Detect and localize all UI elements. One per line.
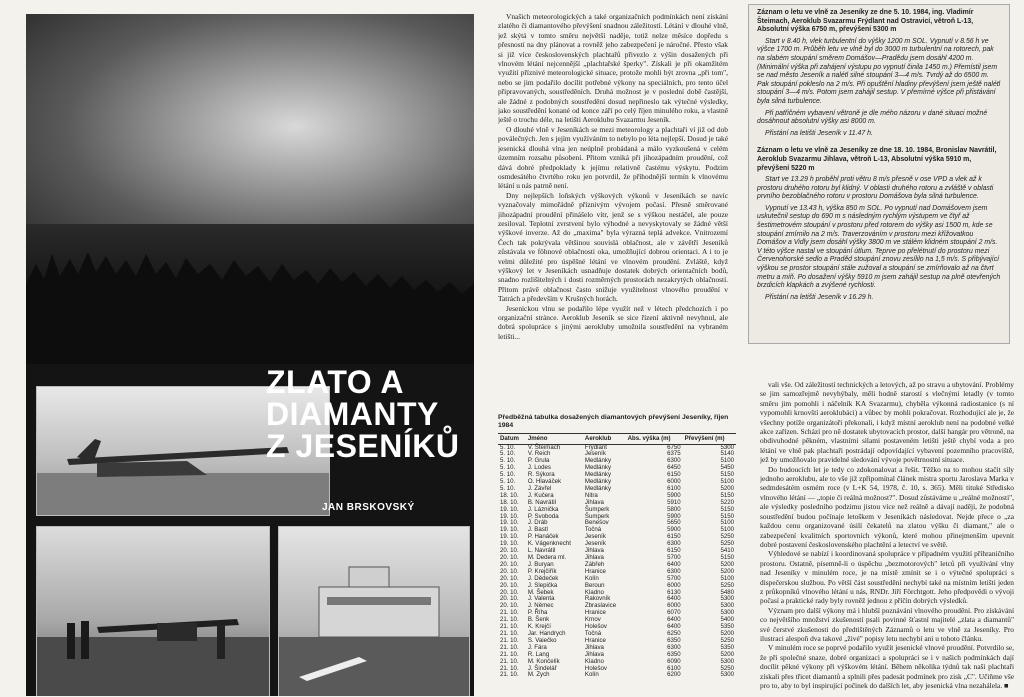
table-cell: Holešov bbox=[584, 623, 607, 631]
table-cell: 5. 10. bbox=[500, 471, 516, 479]
table-cell: 5300 bbox=[720, 602, 734, 610]
table-cell: 6090 bbox=[667, 657, 681, 665]
table-cell: 5. 10. bbox=[500, 484, 516, 492]
table-cell: 20. 10. bbox=[500, 588, 519, 596]
table-cell: 6250 bbox=[667, 629, 681, 637]
table-cell: 6375 bbox=[667, 450, 681, 458]
table-cell: P. Říha bbox=[527, 609, 548, 617]
table-cell: Hranice bbox=[584, 609, 606, 617]
table-cell: S. Vaiečko bbox=[527, 636, 557, 644]
table-cell: 6400 bbox=[667, 560, 681, 568]
table-cell: 5480 bbox=[720, 588, 734, 596]
table-cell: J. Lodes bbox=[527, 464, 551, 472]
paragraph: Vnašich meteorologických a také organizačních podmínkách není získání zlatého či diamantového převýšení snadnou záležitostí. Létání v dlouhé vlně, jež skýtá v tomto směru největší naděje, totiž nelze měsíce dopředu s přesností na dny plánovat a rovněž jeho zabezpečení je náročné. Přesto však si již více československých plachtařů přivezlo z výšin dosažených při vlnovém létání nejcennější „plachtařské šperky". Získali je při okamžitém využití příznivé meteorologické situace, protože mohli být zrovna „při tom", nebo se jim podařilo docílit potřebné výkony na speciálních, pro tento účel připravovaných, soustředěních. Druhá možnost je v poslední době častější, ale žádné z podobných soustředění dosud nepřineslo tak výtečné výsledky, jako soustředění konané od konce září po celý říjen minulého roku, a vlastně ještě o trochu déle, na letišti Aeroklubu Svazarmu Jeseník. bbox=[498, 12, 728, 125]
table-body bbox=[498, 444, 736, 679]
table-row bbox=[498, 672, 736, 679]
table-cell: J. Láznička bbox=[527, 505, 559, 513]
table-cell: J. Buryan bbox=[527, 560, 554, 568]
table-cell: 5150 bbox=[720, 505, 734, 513]
table-cell: P. Krejčiřík bbox=[527, 567, 557, 575]
table-cell: 5100 bbox=[720, 519, 734, 527]
table-cell: P. Svoboda bbox=[527, 512, 559, 520]
record-text: Vypnutí ve 13.43 h, výška 850 m SOL. Po vypnutí nad Domášovem jsem uskutečnil sestup do 690 m s následným rychlým výstupem ve čtyř až šestimetrovém stoupání v prostoru před rotorem do výšky asi 1500 m, kde se stoupání zmírnilo na 2 m/s. Traverzováním v prostoru mezi křížovatkou Domášov a Vidly jsem dosáhl výšky 3800 m ve stálém klidném stoupání 2 m/s. V této výšce nastal ve stoupání útlum. Teprve po přelétnutí do prostoru mezi Červenohorské sedlo a Praděd stoupání znovu zesílilo na 1,5 m/s. S přibývající výškou se prostor stoupání stále zužoval a stoupání se zmírňovalo až na čtvrt metru a míň. Po dosažení výšky 5910 m jsem zahájil sestup na plně otevřených brzdicích klapkách a zvýšené rychlosti. bbox=[757, 204, 1001, 290]
table-cell: 21. 10. bbox=[500, 623, 519, 631]
airfield-hangar-photo bbox=[278, 526, 470, 696]
table-cell: J. Dědeček bbox=[527, 574, 559, 582]
table-cell: J. Fára bbox=[527, 643, 547, 651]
table-cell: 5300 bbox=[720, 443, 734, 451]
table-cell: V. Šteimach bbox=[527, 443, 561, 451]
table-cell: 6150 bbox=[667, 533, 681, 541]
table-cell: B. Navrátil bbox=[527, 498, 556, 506]
table-cell: 5. 10. bbox=[500, 478, 516, 486]
table-cell: 5250 bbox=[720, 533, 734, 541]
paragraph: O dlouhé vlně v Jeseníkách se mezi meteorology a plachtaři ví již od dob poválečných. Jen s jejím využíváním to nebylo po léta nejlepší. Dosud je také jesenická dlouhá vlna jen neúplně probádaná a málo vyzkoušená v celém územním rozsahu působení. Přitom vzniká při jihozápadním proudění, což dává dobré předpoklady k jejímu relativně častému výskytu. Podzim osmdesátého čtvrtého roku jen potvrdil, že příhodnější termín k vlnovému létání u nás patrně není. bbox=[498, 124, 728, 191]
table-cell: Medlánky bbox=[584, 464, 612, 472]
table-cell: V. Reich bbox=[527, 450, 551, 458]
table-cell: Frýdlant bbox=[584, 443, 607, 451]
table-cell: 6400 bbox=[667, 616, 681, 624]
table-cell: Medlánky bbox=[584, 471, 612, 479]
column-header: Datum bbox=[498, 434, 526, 445]
table-cell: 6000 bbox=[667, 478, 681, 486]
record-text: Přistání na letišti Jeseník v 11.47 h. bbox=[765, 129, 873, 137]
table-cell: O. Hlaváček bbox=[527, 478, 562, 486]
table-cell: Medlánky bbox=[584, 457, 612, 465]
table-cell: 20. 10. bbox=[500, 595, 519, 603]
table-cell: L. Navrátil bbox=[527, 547, 556, 555]
table-cell: 6300 bbox=[667, 643, 681, 651]
table-cell: Hranice bbox=[584, 567, 606, 575]
flight-records-sidebar bbox=[748, 4, 1010, 344]
table-cell: 5910 bbox=[667, 498, 681, 506]
table-cell: Jar. Handrych bbox=[527, 629, 566, 637]
table-cell: 5410 bbox=[720, 547, 734, 555]
table-cell: 5100 bbox=[720, 526, 734, 534]
table-cell: 6200 bbox=[667, 671, 681, 679]
headline-line-3: Z JESENÍKŮ bbox=[266, 428, 460, 464]
table-cell: 20. 10. bbox=[500, 581, 519, 589]
table-cell: Zbraslavice bbox=[584, 602, 617, 610]
record-text: Při patřičném vybavení větroně je dle mého názoru v dané situaci možné dosáhnout absolutní výšky asi 8000 m. bbox=[757, 109, 988, 126]
table-cell: 6150 bbox=[667, 471, 681, 479]
table-cell: 5200 bbox=[720, 650, 734, 658]
table-cell: J. Bastl bbox=[527, 526, 548, 534]
table-cell: 6000 bbox=[667, 581, 681, 589]
table-cell: 6070 bbox=[667, 609, 681, 617]
table-cell: 5700 bbox=[667, 574, 681, 582]
table-cell: Šumperk bbox=[584, 512, 610, 520]
table-cell: Holešov bbox=[584, 664, 607, 672]
table-cell: 21. 10. bbox=[500, 609, 519, 617]
table-cell: 6150 bbox=[667, 547, 681, 555]
article-body-right bbox=[760, 380, 1014, 692]
table-cell: 19. 10. bbox=[500, 540, 519, 548]
table-cell: 21. 10. bbox=[500, 650, 519, 658]
table-cell: Jihlava bbox=[584, 650, 604, 658]
paragraph: V minulém roce se poprvé podařilo využít jesenické vlnové proudění. Potvrdilo se, že při společné snaze, dobré organizaci a spolupráci se i v našich podmínkách dají docílit pěkné výkony při výškovém létání. Během několika týdnů tak naši plachtaři získali přes třicet diamantů a splnili přes padesát podmínek pro zisk „C". Učiňme vše pro to, aby to byl inspirující počinek do dalších let, aby jesenická vlna nezahálela. ■ bbox=[760, 643, 1014, 690]
article-body-left bbox=[498, 12, 728, 410]
table-cell: Kolín bbox=[584, 574, 599, 582]
table-cell: 5140 bbox=[720, 450, 734, 458]
column-header: Převýšení (m) bbox=[683, 434, 736, 445]
paragraph: Výhledové se nabízí i koordinovaná spolupráce v případném využití příhraničního prostoru. Ostatně, písemně-li o úspěchu „bezmotorových" letců při využívání vlny nad Jeseníky v minulém roce, je na místě zmínit se i o výtečné spolupráci s dispečerskou službou. Po větší část soustředění nechybí také na místním letišti jeden z průkopníků vlnového létání u nás, RNDr. Jiří Förchtgott. Jeho předpovědi o vývoji počasí a praktické rady byly rovněž jednou z příčin dobrých výsledků. bbox=[760, 549, 1014, 606]
table-cell: 6130 bbox=[667, 588, 681, 596]
table-cell: J. Dráb bbox=[527, 519, 548, 527]
table-cell: 5400 bbox=[720, 616, 734, 624]
table-cell: Krnov bbox=[584, 616, 601, 624]
table-cell: 5150 bbox=[720, 491, 734, 499]
table-cell: 6100 bbox=[667, 484, 681, 492]
table-cell: 5. 10. bbox=[500, 457, 516, 465]
table-cell: 5900 bbox=[667, 512, 681, 520]
table-header-row bbox=[498, 434, 736, 445]
table-cell: 6750 bbox=[667, 443, 681, 451]
table-cell: 5900 bbox=[667, 526, 681, 534]
table-cell: 5300 bbox=[720, 609, 734, 617]
table-cell: 19. 10. bbox=[500, 512, 519, 520]
headline-line-1: ZLATO A bbox=[266, 364, 404, 400]
table-cell: Kolín bbox=[584, 671, 599, 679]
table-cell: Beroun bbox=[584, 581, 605, 589]
pilots-with-aircraft-photo bbox=[36, 526, 270, 696]
table-cell: 5700 bbox=[667, 554, 681, 561]
table-cell: Hranice bbox=[584, 636, 606, 644]
table-cell: 6350 bbox=[667, 650, 681, 658]
table-cell: 5100 bbox=[720, 478, 734, 486]
table-cell: 5300 bbox=[720, 595, 734, 603]
table-cell: 5650 bbox=[667, 519, 681, 527]
table-cell: P. Grula bbox=[527, 457, 550, 465]
table-cell: M. Šebek bbox=[527, 588, 554, 596]
column-header: Abs. výška (m) bbox=[626, 434, 683, 445]
author-byline: JAN BRSKOVSKÝ bbox=[322, 502, 415, 513]
table-cell: 5450 bbox=[720, 464, 734, 472]
table-cell: Šumperk bbox=[584, 505, 610, 513]
record-title: Záznam o letu ve vlně za Jeseníky ze dne 18. 10. 1984, Bronislav Navrátil, Aeroklub Svazarmu Jihlava, větroň L-13, Absolutní výška 5910 m, převýšení 5220 m bbox=[757, 147, 997, 172]
table-cell: 5150 bbox=[720, 554, 734, 561]
table-cell: 20. 10. bbox=[500, 602, 519, 610]
table-cell: 6000 bbox=[667, 602, 681, 610]
table-cell: 6300 bbox=[667, 457, 681, 465]
table-cell: Jeseník bbox=[584, 450, 606, 458]
table-cell: K. Krejčí bbox=[527, 623, 551, 631]
table-cell: 5. 10. bbox=[500, 464, 516, 472]
table-cell: J. Němec bbox=[527, 602, 554, 610]
record-title: Záznam o letu ve vlně za Jeseníky ze dne 5. 10. 1984, ing. Vladimír Šteimach, Aeroklub Svazarmu Frýdlant nad Ostravicí, větroň L-13, Absolutní výška 6750 m, převýšení 5300 m bbox=[757, 9, 974, 34]
paragraph: Do budoucích let je tedy co zdokonalovat a řešit. Těžko na to mohou stačit síly jednoho aeroklubu, ale to vše již zpřipomínal článek mistra sportu Jaroslava Marka v sedmdesátém osmém roce (v L+K 54, 1978, č. 10, s. 365). Měli tituké Středisko vlnového létání — „topie či reálná možnost?". Dosud zůstáváme u „reálné možnosti", ale výsledky posledního podzimu jistou více než reálně a dávají naději, že podobná soustředění budou počínaje letoškem v Jeseníkách následovat. Nejde přece o „za každou cenu organizované úsilí čekatelů na zlatou výšku či diamant," ale o zabezpečení kvalitních sportovních výkonů, které mohou přinejmenším upevnit dobré postavení československého plachtění a letectví ve světě. bbox=[760, 464, 1014, 549]
cover-photo-panel bbox=[26, 14, 474, 696]
table-cell: 5. 10. bbox=[500, 450, 516, 458]
table-cell: 18. 10. bbox=[500, 498, 519, 506]
table-cell: 5100 bbox=[720, 574, 734, 582]
table-cell: 5250 bbox=[720, 636, 734, 644]
table-cell: 20. 10. bbox=[500, 567, 519, 575]
table-cell: 19. 10. bbox=[500, 526, 519, 534]
table-cell: 5150 bbox=[720, 471, 734, 479]
table-cell: Kladno bbox=[584, 657, 604, 665]
table-cell: Jeseník bbox=[584, 533, 606, 541]
table-cell: 5250 bbox=[720, 540, 734, 548]
table-cell: 21. 10. bbox=[500, 671, 519, 679]
table-cell: 6400 bbox=[667, 623, 681, 631]
table-cell: 6400 bbox=[667, 595, 681, 603]
record-text: Start v 8.40 h, vlek turbulentní do výšky 1200 m SOL. Vypnutí v 8.56 h ve výšce 1700 m. Průběh letu ve vlně byl do 3000 m turbulentní na rotorech, pak na slabém stoupání směrem Domášov—Pradědu jsem dosáhl 4200 m. (Minimální výška při zahájení výstupu po vypnutí činila 1450 m.) Přemístil jsem se nad město Jeseník a nalétl silné stoupání 3—4 m/s. Tvrdý až do 6500 m. Pak stoupání pokleslo na 2 m/s. Při opuštění hladiny převýšení jsem ještě nalétl stoupání 3—4 m/s. Potom jsem zahájil sestup. V přemírné výšce při přistávání byla silná turbulence. bbox=[757, 37, 1001, 105]
table-cell: 19. 10. bbox=[500, 505, 519, 513]
table-cell: 5300 bbox=[720, 671, 734, 679]
results-table-section bbox=[498, 414, 736, 696]
table-cell: 21. 10. bbox=[500, 636, 519, 644]
table-cell: 20. 10. bbox=[500, 554, 519, 561]
table-cell: 5220 bbox=[720, 498, 734, 506]
table-cell: J. Valenta bbox=[527, 595, 555, 603]
forest-silhouette bbox=[26, 224, 474, 364]
table-cell: 21. 10. bbox=[500, 643, 519, 651]
record-text: Přistání na letišti Jeseník v 16.29 h. bbox=[765, 293, 874, 301]
table-cell: 5800 bbox=[667, 505, 681, 513]
table-cell: 6300 bbox=[667, 567, 681, 575]
table-cell: 21. 10. bbox=[500, 664, 519, 672]
table-cell: 6300 bbox=[667, 540, 681, 548]
table-cell: Medlánky bbox=[584, 484, 612, 492]
table-cell: 5350 bbox=[720, 623, 734, 631]
table-cell: 5300 bbox=[720, 657, 734, 665]
table-cell: Jihlava bbox=[584, 643, 604, 651]
table-cell: B. Šenk bbox=[527, 616, 550, 624]
headline-line-2: DIAMANTY bbox=[266, 396, 439, 432]
table-cell: 5350 bbox=[720, 643, 734, 651]
table-cell: M. Dedera ml. bbox=[527, 554, 567, 561]
table-cell: 19. 10. bbox=[500, 519, 519, 527]
paragraph: Význam pro další výkony má i hlubší poznávání vlnového proudění. Pro získávání co největšího množství zkušeností psali povinné šťastní majitelé „zlata a diamantů" své čerstvé zkušenosti do předtištěných Záznamů o letu ve vlně za Jeseníky. Pro ilustraci alespoň dva takové „živé" popisy letu nechybí ani u tohoto článku. bbox=[760, 605, 1014, 643]
table-cell: 21. 10. bbox=[500, 616, 519, 624]
table-cell: M. Zych bbox=[527, 671, 550, 679]
table-cell: Rakovník bbox=[584, 595, 611, 603]
table-cell: Jihlava bbox=[584, 547, 604, 555]
record-text: Start ve 13.29 h proběhl proti větru 8 m/s přesně v ose VPD a vlek až k prostoru druhého rotoru byl klidný. V oblasti druhého rotoru a zvláště v oblasti prvního bezoblačného rotoru v prostoru Domášova byla silná turbulence. bbox=[757, 176, 994, 201]
table-cell: J. Kučera bbox=[527, 491, 554, 499]
table-cell: Nitra bbox=[584, 491, 598, 499]
table-cell: J. Závřel bbox=[527, 484, 552, 492]
table-cell: 5250 bbox=[720, 581, 734, 589]
table-cell: 20. 10. bbox=[500, 574, 519, 582]
table-cell: Benešov bbox=[584, 519, 609, 527]
table-cell: 6350 bbox=[667, 636, 681, 644]
table-cell: J. Šindelář bbox=[527, 664, 557, 672]
table-cell: Medlánky bbox=[584, 478, 612, 486]
table-cell: 5. 10. bbox=[500, 443, 516, 451]
table-cell: 5200 bbox=[720, 629, 734, 637]
table-cell: 5200 bbox=[720, 560, 734, 568]
table-cell: R. Lang bbox=[527, 650, 550, 658]
table-cell: 20. 10. bbox=[500, 547, 519, 555]
table-cell: Jeseník bbox=[584, 540, 606, 548]
article-headline bbox=[266, 366, 474, 462]
table-cell: Jihlava bbox=[584, 554, 604, 561]
table-cell: 21. 10. bbox=[500, 629, 519, 637]
table-cell: 6450 bbox=[667, 464, 681, 472]
table-cell: 5200 bbox=[720, 484, 734, 492]
column-header: Aeroklub bbox=[583, 434, 626, 445]
table-cell: Kladno bbox=[584, 588, 604, 596]
table-cell: Zábřeh bbox=[584, 560, 605, 568]
paragraph: Dny nejlepších loňských výškových výkonů v Jeseníkách se navíc vyznačovaly mimořádně příznivým vývojem počasí. Přesně směrované jihozápadní proudění přinášelo vítr, jenž se s výškou nestáčel, ale pouze zesiloval. Teplotní zvrstvení bylo výhodné a nevyskytovaly se žádné větší výškové inverze. Až do „maxima" byla výrazná teplá advekce. Vnitrozemí Čech tak pokrývala většinou souvislá oblačnost, ale v závětří Jeseníků zůstávala ve föhnové oblačnosti oka, umožňující dobrou orientaci. A i to je velmi důležité pro úspěšné létání ve vlnovém proudění. Zvláště, když výškový let v Jeseníkách usnadňuje dostatek dobrých orientačních bodů, snadno rozlišitelných i dosti rozměrných prostorách nezakrytých oblačností. Přitom právě oblačnost často snižuje využitelnost vlnového proudění v Tatrách a především v Krušných horách. bbox=[498, 190, 728, 304]
table-cell: 5250 bbox=[720, 664, 734, 672]
table-cell: 5900 bbox=[667, 491, 681, 499]
table-cell: J. Slepička bbox=[527, 581, 558, 589]
table-cell: R. Sýkora bbox=[527, 471, 555, 479]
table-title: Předběžná tabulka dosažených diamantových převýšení Jeseníky, říjen 1984 bbox=[498, 414, 729, 429]
table-cell: 6100 bbox=[667, 664, 681, 672]
table-cell: 21. 10. bbox=[500, 657, 519, 665]
table-cell: Točná bbox=[584, 526, 602, 534]
table-cell: 5200 bbox=[720, 567, 734, 575]
table-cell: 19. 10. bbox=[500, 533, 519, 541]
table-cell: 18. 10. bbox=[500, 491, 519, 499]
table-cell: Jihlava bbox=[584, 498, 604, 506]
paragraph: Jesenickou vlnu se podařilo lépe využít než v létech předchozích i po organizační stránce. Aeroklub Jeseník se sice řízení aktivně nevyhnul, ale dobrá spolupráce s jinými aerokluby umožnila soustředění na vybraném letišti... bbox=[498, 303, 728, 341]
table-cell: 5100 bbox=[720, 457, 734, 465]
table-cell: M. Končelík bbox=[527, 657, 560, 665]
table-cell: 5150 bbox=[720, 512, 734, 520]
results-table bbox=[498, 433, 736, 679]
table-cell: 20. 10. bbox=[500, 560, 519, 568]
column-header: Jméno bbox=[526, 434, 583, 445]
table-cell: P. Hanáček bbox=[527, 533, 559, 541]
table-cell: K. Vágenknecht bbox=[527, 540, 571, 548]
paragraph: vali vše. Od záležitostí technických a letových, až po stravu a ubytování. Problémy se jim samozřejmě nevyhýbaly, měli hodně starostí s vlečnými letadly (v tomto směru jim pomohli i náčelník KA Svazarmu), chyběla výkonná radiostanice (s ní vypomohli krnovští aeroklubáci) a vůbec by mohli pokračovat. Rozhodující ale je, že všechny potíže organizátoři překonali, i když místní aeroklub není na podobné velké akce zařízen. Schází pro ně dostatek ubytovacích prostor, další hangár pro větroně, na obdivuhodné pěkném, vlastními silami postaveném letišti ještě chybí voda a pro létání ve vlně pak plachtaři postrádají odpovídající vybavení pozemního pracoviště, jež by umožňovalo pravidelné sledování vývoje povětrnostní situace. bbox=[760, 380, 1014, 465]
table-cell: Točná bbox=[584, 629, 602, 637]
